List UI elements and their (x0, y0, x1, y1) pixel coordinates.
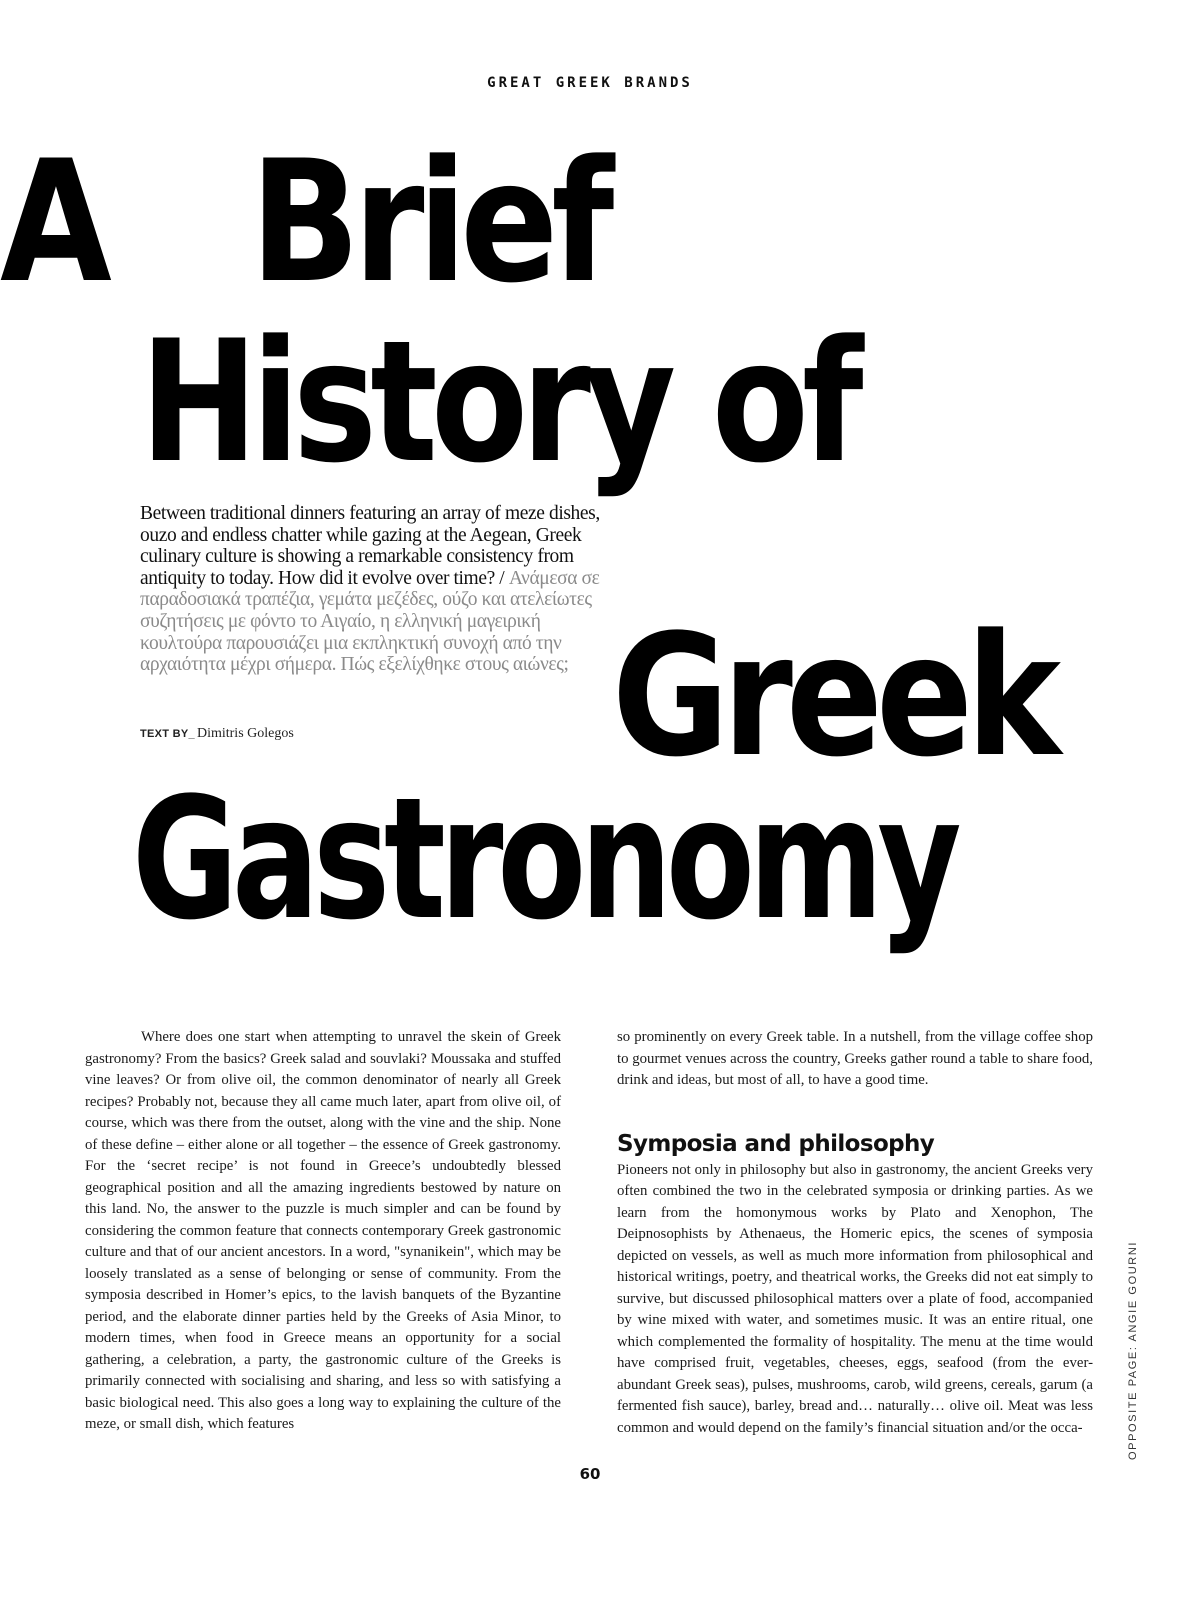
headline-line-history-of: History of (140, 304, 857, 500)
headline-word-greek: Greek (612, 598, 1055, 794)
intro-english: Between traditional dinners featuring an array of meze dishes, ouzo and endless chatter while gazing at the Aegean, Greek culinary culture is showing a remarkable consistency from antiquity to today. How did it evolve over time? / (140, 503, 600, 589)
headline-word-a: A (0, 124, 105, 320)
headline-word-brief: Brief (250, 124, 608, 320)
section-label: GREAT GREEK BRANDS (487, 75, 693, 91)
byline-label: TEXT BY_ (140, 728, 195, 740)
body-column-left (85, 1027, 561, 1436)
byline-author: Dimitris Golegos (196, 726, 294, 741)
body-column-right (617, 1027, 1093, 1439)
photo-credit: OPPOSITE PAGE: ANGIE GOURNI (1127, 1240, 1139, 1460)
intro-standfirst (140, 503, 610, 676)
intro-greek: Ανάμεσα σε παραδοσιακά τραπέζια, γεμάτα μεζέδες, ούζο και ατελείωτες συζητήσεις με φόντο το Αιγαίο, η ελληνική μαγειρική κουλτούρα παρουσιάζει μια εκπληκτική συνοχή από την αρχαιότητα μέχρι σήμερα. Πώς εξελίχθηκε στους αιώνες; (140, 567, 600, 676)
body-paragraph: Where does one start when attempting to unravel the skein of Greek gastronomy? From the basics? Greek salad and souvlaki? Moussaka and stuffed vine leaves? Or from olive oil, the common denominator of nearly all Greek recipes? Probably not, because they all came much later, apart from olive oil, of course, which was there from the outset, along with the vine and the ship. None of these define – either alone or all together – the essence of Greek gastronomy. For the ‘secret recipe’ is not found in Greece’s undoubtedly blessed geographical position and all the amazing ingredients bestowed by nature on this land. No, the answer to the puzzle is much simpler and can be found by considering the common feature that connects contemporary Greek gastronomic culture and that of our ancient ancestors. In a word, "synanikein", which may be loosely translated as a sense of belonging or sense of community. From the symposia described in Homer’s epics, to the lavish banquets of the Byzantine period, and the elaborate dinner parties held by the Greeks of Asia Minor, to modern times, when food in Greece means an opportunity for a social gathering, a celebration, a party, the gastronomic culture of the Greeks is primarily connected with socialising and sharing, and less so with satisfying a basic biological need. This also goes a long way to explaining the culture of the meze, or small dish, which features (85, 1029, 561, 1432)
byline (140, 726, 294, 742)
page-number: 60 (579, 1465, 601, 1483)
subheading: Symposia and philosophy (617, 1130, 935, 1157)
body-paragraph: so prominently on every Greek table. In a nutshell, from the village coffee shop to gourmet venues across the country, Greeks gather round a table to share food, drink and ideas, but most of all, to have a good time. (617, 1029, 1093, 1088)
headline-word-gastronomy: Gastronomy (132, 761, 956, 957)
body-paragraph: Pioneers not only in philosophy but also in gastronomy, the ancient Greeks very often combined the two in the celebrated symposia or drinking parties. As we learn from the homonymous works by Plato and Xenophon, The Deipnosophists by Athenaeus, the Homeric epics, the scenes of symposia depicted on vessels, as well as much more information from philosophical and historical writings, poetry, and theatrical works, the Greeks did not eat simply to survive, but discussed philosophical matters over a plate of food, accompanied by wine mixed with water, and sometimes music. It was an entire ritual, one which complemented the formality of hospitality. The menu at the time would have comprised fruit, vegetables, cheeses, eggs, seafood (from the ever-abundant Greek seas), pulses, mushrooms, carob, wild greens, cereals, garum (a fermented fish sauce), barley, bread and… naturally… olive oil. Meat was less common and would depend on the family’s financial situation and/or the occa- (617, 1161, 1093, 1436)
